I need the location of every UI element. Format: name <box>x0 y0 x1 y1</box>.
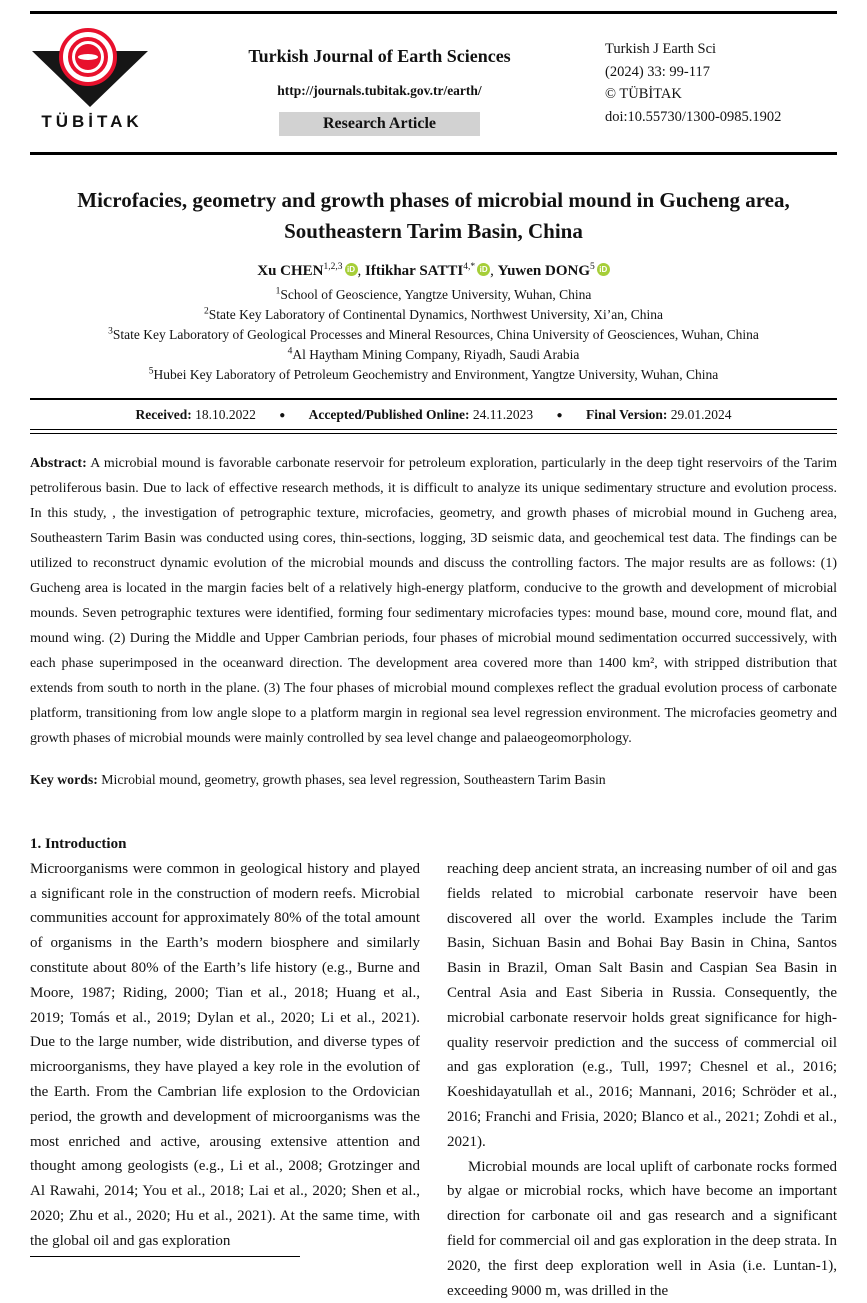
body-columns <box>30 832 837 1303</box>
header-divider <box>30 152 837 155</box>
final-version-date: 29.01.2024 <box>670 407 732 422</box>
accepted-label: Accepted/Published Online: <box>308 407 470 422</box>
tubitak-sun-icon <box>59 28 117 86</box>
tubitak-logo <box>30 28 154 148</box>
orcid-icon[interactable]: iD <box>597 263 610 276</box>
article-title: Microfacies, geometry and growth phases of microbial mound in Gucheng area, Southeastern Tarim Basin, China <box>77 188 790 243</box>
affiliation-line: $^4$Al Haytham Mining Company, Riyadh, Saudi Arabia <box>287 346 580 362</box>
paper-page <box>0 11 867 1303</box>
author-affiliation-sup: 1,2,3 <box>323 262 343 272</box>
citation-journal-abbrev: Turkish J Earth Sci <box>605 41 717 57</box>
affiliation-list <box>30 285 837 385</box>
keywords-text: Microbial mound, geometry, growth phases, sea level regression, Southeastern Tarim Basin <box>101 772 606 787</box>
affiliation-line: $^3$State Key Laboratory of Geological Processes and Mineral Resources, China University of Geosciences, Wuhan, China <box>108 326 759 342</box>
journal-header <box>30 28 837 148</box>
top-divider <box>30 11 837 14</box>
right-column <box>447 832 837 1303</box>
intro-paragraph-right-2: Microbial mounds are local uplift of carbonate rocks formed by algae or microbial rocks, which have become an important direction for carbonate oil and gas research and a significant field for commercial oil and gas exploration in the deep strata. In 2020, the first deep exploration well in Asia (i.e. Luntan-1), exceeding 9000 m, was drilled in the <box>447 1158 837 1299</box>
bullet-separator-icon: ● <box>279 410 286 421</box>
intro-paragraph-right-1: reaching deep ancient strata, an increasing number of oil and gas fields related to microbial carbonate reservoir have been discovered all over the world. Examples include the Tarim Basin, Sichuan Basin and Bohai Bay Basin in China, Santos Basin in Brazil, Oman Salt Basin and Caspian Sea Basin in Central Asia and East Siberia in Russia. Consequently, the microbial carbonate reservoir holds great significance for high-quality reservoir prediction and the success of commercial oil and gas exploration (e.g., Tull, 1997; Chesnel et al., 2016; Koeshidayatullah et al., 2016; Mannani, 2016; Schröder et al., 2016; Franchi and Frisia, 2020; Blanco et al., 2021; Zohdi et al., 2021). <box>447 861 837 1150</box>
tubitak-logo-text: TÜBİTAK <box>41 112 143 131</box>
received-date: 18.10.2022 <box>195 407 256 422</box>
author-affiliation-sup: 5 <box>590 262 595 272</box>
author-list <box>30 263 837 280</box>
keywords-label: Key words: <box>30 772 98 787</box>
orcid-icon[interactable]: iD <box>345 263 358 276</box>
received-label: Received: <box>135 407 192 422</box>
orcid-icon[interactable]: iD <box>477 263 490 276</box>
left-column <box>30 832 420 1303</box>
intro-paragraph-left: Microorganisms were common in geological history and played a significant role in the construction of modern reefs. Microbial communities account for approximately 80% of the total amount of organisms in the Earth’s modern biosphere and similarly constitute about 80% of the Earth’s life history (e.g., Burne and Moore, 1987; Riding, 2000; Tian et al., 2018; Huang et al., 2019; Tomás et al., 2019; Dylan et al., 2020; Li et al., 2021). Due to the large number, wide distribution, and diverse types of microorganisms, they have played a key role in the evolution of the Earth. From the Cambrian life explosion to the Ordovician period, the growth and development of microorganisms was the most enriched and active, arousing extensive attention and thought among geologists (e.g., Li et al., 2008; Grotzinger and Al Rawahi, 2014; You et al., 2018; Lai et al., 2020; Shen et al., 2020; Zhu et al., 2020; Hu et al., 2021). At the same time, with the global oil and gas exploration <box>30 860 420 1249</box>
keywords <box>30 772 837 788</box>
dates-band <box>30 398 837 429</box>
citation-doi: doi:10.55730/1300-0985.1902 <box>605 108 782 125</box>
final-version-label: Final Version: <box>585 407 668 422</box>
dates-bottom-divider <box>30 429 837 434</box>
accepted-date: 24.11.2023 <box>472 407 534 422</box>
abstract-text: A microbial mound is favorable carbonate reservoir for petroleum exploration, particularly in the deep tight reservoirs of the Tarim petroliferous basin. Due to lack of effective research methods, it is difficult to analyze its unique sedimentary structure and evolution process. In this study, , the investigation of petrographic texture, microfacies, geometry, and growth phases of microbial mound in Gucheng area, Southeastern Tarim Basin was conducted using cores, thin-sections, logging, 3D seismic data, and geochemical test data. The findings can be utilized to reconstruct dynamic evolution of the microbial mounds and discuss the controlling factors. The major results are as follows: (1) Gucheng area is located in the margin facies belt of a relatively high-energy platform, conducive to the growth and development of microbial mounds. Seven petrographic textures were identified, forming four sedimentary microfacies types: mound base, mound core, mound flat, and mound wing. (2) During the Middle and Upper Cambrian periods, four phases of microbial mound sedimentation occurred successively, with each phase superimposed in the oceanward direction. The development area covered more than 1400 km², with stripped distribution that extends from south to north in the plane. (3) The four phases of microbial mound complexes reflect the gradual evolution process of carbonate platform, transitioning from low angle slope to a platform margin in regional sea level regression environment. The microfacies geometry and growth phases of microbial mounds were mainly controlled by sea level change and palaeogeomorphology. <box>30 456 837 746</box>
author: Iftikhar $SATTI^{4,*}$ iD , <box>365 262 498 279</box>
author-affiliation-sup: 4,* <box>463 262 476 272</box>
section-heading-introduction: 1. Introduction <box>30 836 127 852</box>
citation-volume-pages: (2024) 33: 99-117 <box>605 63 710 80</box>
journal-url-link[interactable]: http://journals.tubitak.gov.tr/earth/ <box>277 83 482 98</box>
journal-name: Turkish Journal of Earth Sciences <box>248 46 511 66</box>
author: Xu CHEN$^{1,2,3}$ iD , <box>257 262 365 279</box>
journal-header-center <box>154 28 605 148</box>
affiliation-line: $^5$Hubei Key Laboratory of Petroleum Geochemistry and Environment, Yangtze University, Wuhan, China <box>148 366 719 382</box>
bullet-separator-icon: ● <box>556 410 563 421</box>
citation-block <box>605 28 837 148</box>
article-type-badge: Research Article <box>279 112 480 136</box>
affiliation-line: $^1$School of Geoscience, Yangtze University, Wuhan, China <box>275 286 592 302</box>
author: Yuwen DONG$^5$ iD <box>498 263 610 279</box>
affiliation-line: $^2$State Key Laboratory of Continental Dynamics, Northwest University, Xi’an, China <box>203 306 664 322</box>
citation-copyright: © TÜBİTAK <box>605 86 682 102</box>
abstract-label: Abstract: <box>30 456 87 471</box>
abstract <box>30 451 837 751</box>
footnote-divider <box>30 1256 300 1257</box>
